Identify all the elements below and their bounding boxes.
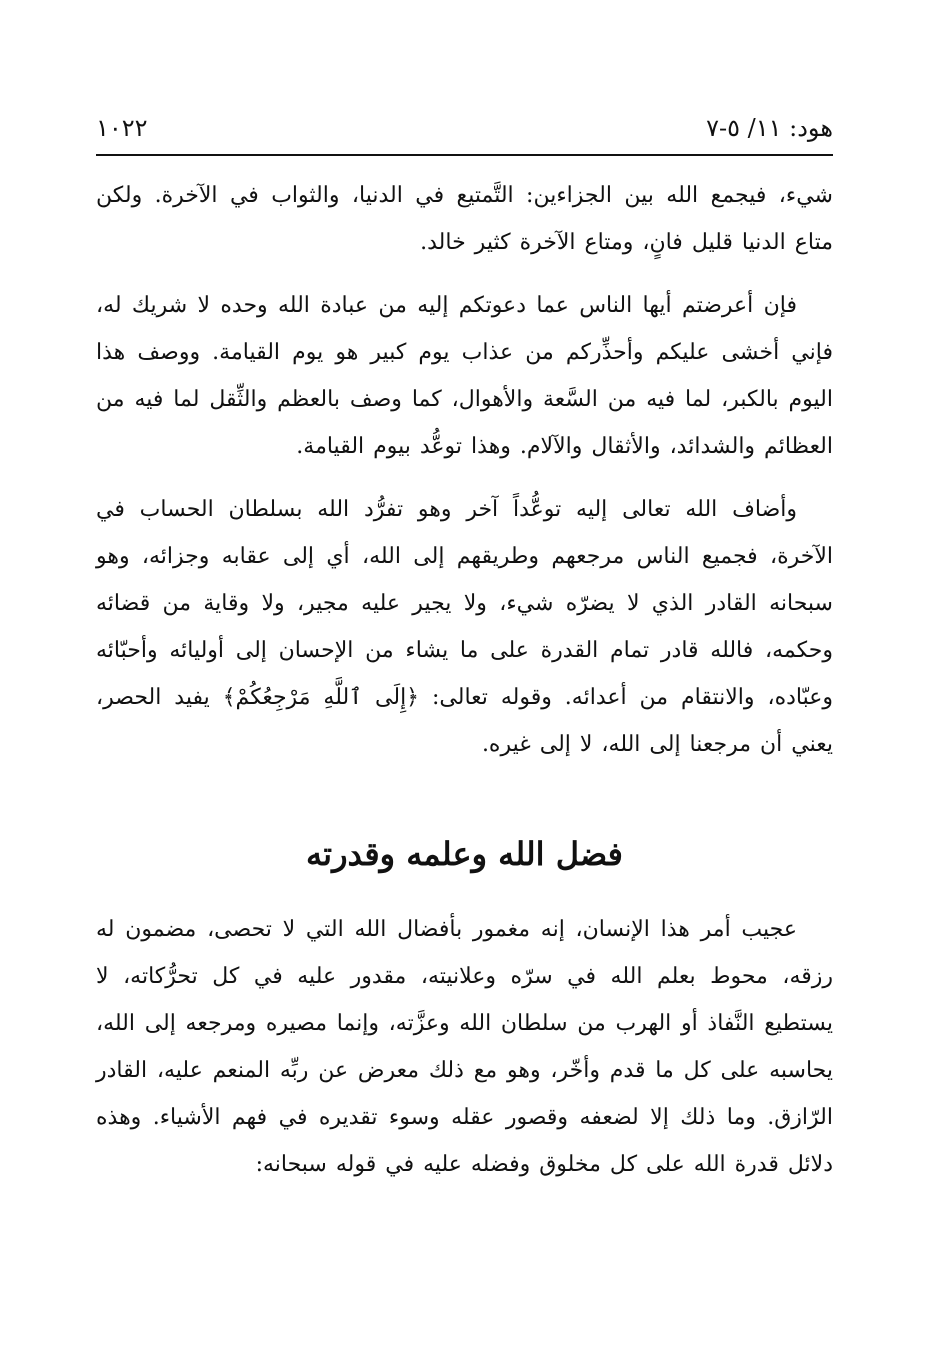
paragraph-section-intro: عجيب أمر هذا الإنسان، إنه مغمور بأفضال الله التي لا تحصى، مضمون له رزقه، محوط بعلم الله في سرّه وعلانيته، مقدور عليه في كل تحرُّكاته، لا يستطيع النَّفاذ أو الهرب من سلطان الله وعزَّته، وإنما مصيره ومرجعه إلى الله، يحاسبه على كل ما قدم وأخّر، وهو مع ذلك معرض عن ربِّه المنعم عليه، القادر الرّازق. وما ذلك إلا لضعفه وقصور عقله وسوء تقديره في فهم الأشياء. وهذه دلائل قدرة الله على كل مخلوق وفضله عليه في قوله سبحانه: — [96, 917, 833, 1177]
surah-verse-reference: هود: ١١/ ٥-٧ — [706, 114, 833, 142]
page-header — [96, 110, 833, 156]
paragraph-warning: فإن أعرضتم أيها الناس عما دعوتكم إليه من عبادة الله وحده لا شريك له، فإني أخشى عليكم وأحذِّركم من عذاب يوم كبير هو يوم القيامة. ووصف هذا اليوم بالكبر، لما فيه من السَّعة والأهوال، كما وصف بالعظم والثِّقل لما فيه من العظائم والشدائد، والأثقال والآلام. وهذا توعُّد بيوم القيامة. — [96, 293, 833, 459]
paragraph-continuation: شيء، فيجمع الله بين الجزاءين: التَّمتيع في الدنيا، والثواب في الآخرة. ولكن متاع الدنيا قليل فانٍ، ومتاع الآخرة كثير خالد. — [96, 183, 833, 255]
section-heading: فضل الله وعلمه وقدرته — [306, 835, 623, 873]
page-body — [96, 172, 833, 1204]
page-number: ١٠٢٢ — [96, 114, 148, 142]
paragraph-return-to-god: وأضاف الله تعالى إليه توعُّداً آخر وهو تفرُّد الله بسلطان الحساب في الآخرة، فجميع الناس مرجعهم وطريقهم إلى الله، أي إلى عقابه وجزائه، وهو سبحانه القادر الذي لا يضرّه شيء، ولا يجير عليه مجير، ولا وقاية من قضائه وحكمه، فالله قادر تمام القدرة على ما يشاء من الإحسان إلى أوليائه وأحبّائه وعبّاده، والانتقام من أعدائه. وقوله تعالى: ﴿إِلَى ٱللَّهِ مَرْجِعُكُمْ﴾ يفيد الحصر، يعني أن مرجعنا إلى الله، لا إلى غيره. — [96, 497, 833, 757]
